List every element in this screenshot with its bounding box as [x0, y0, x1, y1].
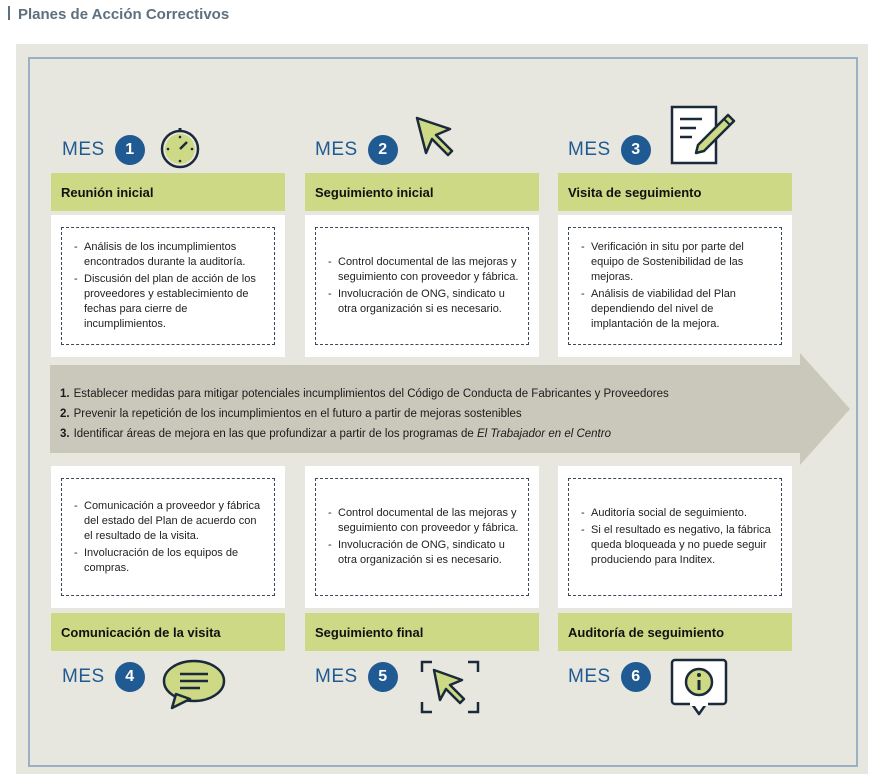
month-3-label: MES 3: [568, 134, 651, 166]
objective-3: 3. Identificar áreas de mejora en las que profundizar a partir de los programas de El Trabajador en el Centro: [60, 428, 611, 440]
page-title-text: Planes de Acción Correctivos: [18, 6, 230, 23]
month-3-number: 3: [621, 135, 651, 165]
month-4-card: [51, 466, 285, 608]
document-pen-icon: [668, 103, 738, 167]
month-5-number: 5: [368, 662, 398, 692]
info-bubble-icon: [668, 656, 730, 720]
objective-1: 1. Establecer medidas para mitigar potenciales incumplimientos del Código de Conducta de Fabricantes y Proveedores: [60, 388, 669, 400]
month-1-number: 1: [115, 135, 145, 165]
month-5-heading: Seguimiento final: [305, 613, 539, 651]
objective-2: 2. Prevenir la repetición de los incumplimientos en el futuro a partir de mejoras sostenibles: [60, 408, 522, 420]
speech-bubble-icon: [160, 656, 228, 712]
cursor-icon: [412, 113, 460, 161]
list-item: - Control documental de las mejoras y seguimiento con proveedor y fábrica.: [328, 506, 520, 536]
cursor-target-icon: [418, 658, 482, 716]
month-3-heading: Visita de seguimiento: [558, 173, 792, 211]
list-item: - Comunicación a proveedor y fábrica del estado del Plan de acuerdo con el resultado de la visita.: [74, 499, 266, 544]
objectives-list: [60, 384, 760, 444]
month-1-card: [51, 215, 285, 357]
stopwatch-icon: [158, 126, 202, 170]
list-item: - Análisis de viabilidad del Plan dependiendo del nivel de implantación de la mejora.: [581, 287, 773, 332]
month-1-label: MES 1: [62, 134, 145, 166]
month-2-card: [305, 215, 539, 357]
month-6-heading: Auditoría de seguimiento: [558, 613, 792, 651]
month-4-number: 4: [115, 662, 145, 692]
list-item: - Involucración de ONG, sindicato u otra organización si es necesario.: [328, 538, 520, 568]
month-6-number: 6: [621, 662, 651, 692]
month-4-label: MES 4: [62, 661, 145, 693]
page-title: [8, 6, 229, 23]
month-6-label: MES 6: [568, 661, 651, 693]
month-4-heading: Comunicación de la visita: [51, 613, 285, 651]
month-2-heading: Seguimiento inicial: [305, 173, 539, 211]
list-item: - Si el resultado es negativo, la fábrica queda bloqueada y no puede seguir produciendo para Inditex.: [581, 523, 773, 568]
month-1-heading: Reunión inicial: [51, 173, 285, 211]
list-item: - Auditoría social de seguimiento.: [581, 506, 773, 521]
month-6-card: [558, 466, 792, 608]
list-item: - Involucración de los equipos de compras.: [74, 546, 266, 576]
list-item: - Control documental de las mejoras y seguimiento con proveedor y fábrica.: [328, 255, 520, 285]
month-2-number: 2: [368, 135, 398, 165]
list-item: - Análisis de los incumplimientos encontrados durante la auditoría.: [74, 240, 266, 270]
list-item: - Verificación in situ por parte del equipo de Sostenibilidad de las mejoras.: [581, 240, 773, 285]
month-5-label: MES 5: [315, 661, 398, 693]
month-2-label: MES 2: [315, 134, 398, 166]
month-5-card: [305, 466, 539, 608]
list-item: - Discusión del plan de acción de los proveedores y establecimiento de fechas para cierre de incumplimientos.: [74, 272, 266, 332]
list-item: - Involucración de ONG, sindicato u otra organización si es necesario.: [328, 287, 520, 317]
month-3-card: [558, 215, 792, 357]
